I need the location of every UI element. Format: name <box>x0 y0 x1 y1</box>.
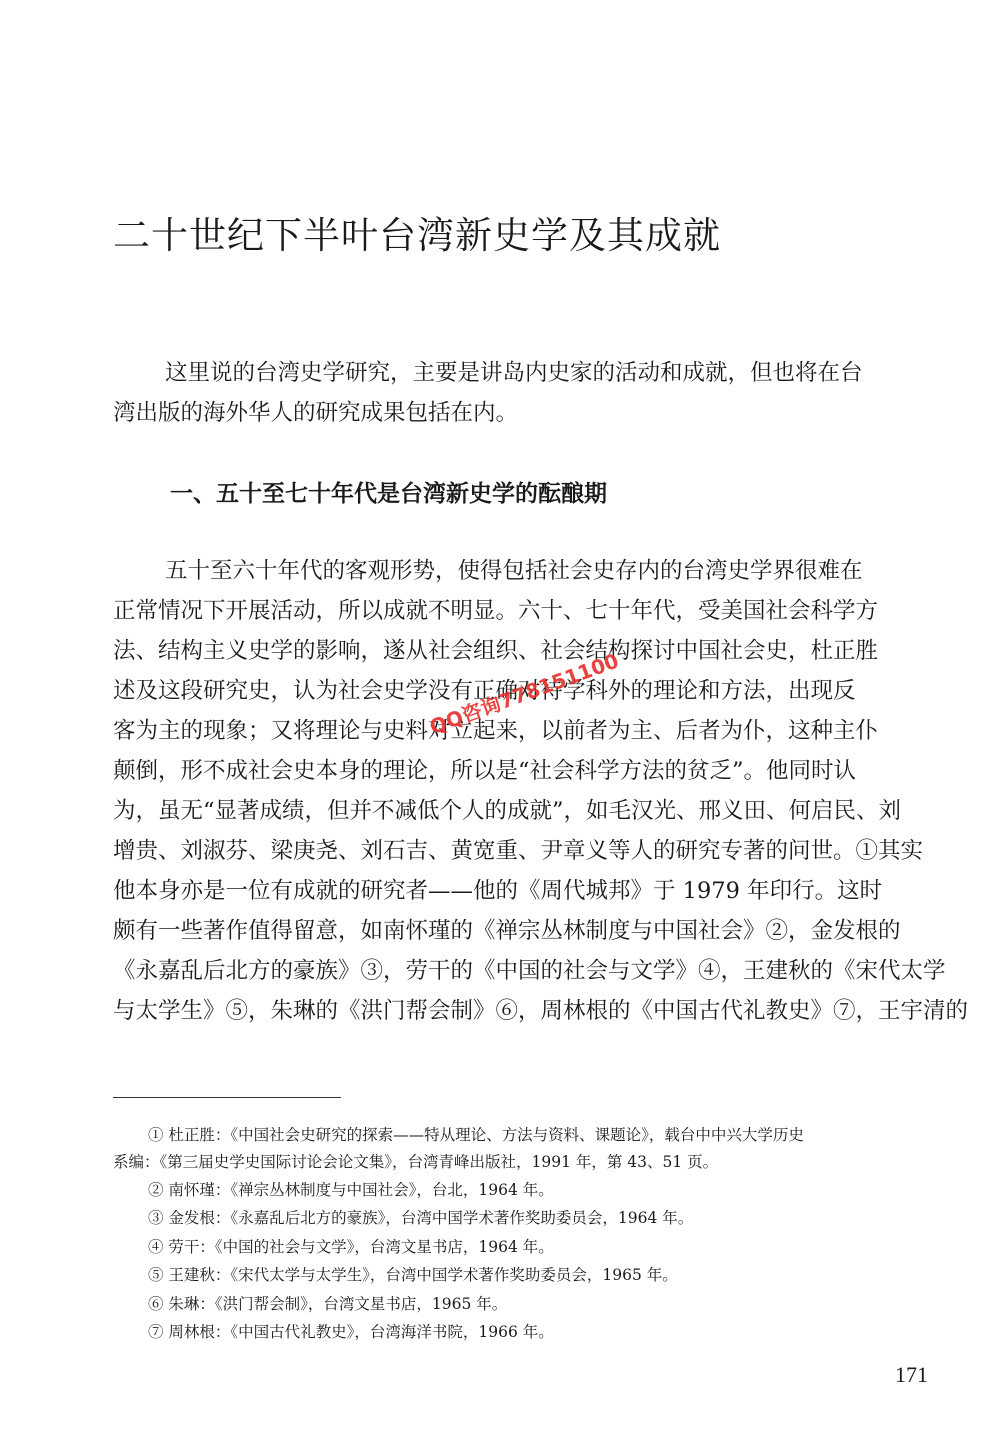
footnote-line: ③ 金发根：《永嘉乱后北方的豪族》，台湾中国学术著作奖助委员会，1964 年。 <box>148 1209 694 1227</box>
paragraph-line: 他本身亦是一位有成就的研究者——他的《周代城邦》于 1979 年印行。这时 <box>113 878 883 904</box>
paragraph-line: 正常情况下开展活动，所以成就不明显。六十、七十年代，受美国社会科学方 <box>113 598 879 624</box>
section-heading: 一、五十至七十年代是台湾新史学的酝酿期 <box>170 481 607 507</box>
paragraph-line: 为，虽无“显著成绩，但并不减低个人的成就”，如毛汉光、邢义田、何启民、刘 <box>113 798 902 824</box>
paragraph-line: 五十至六十年代的客观形势，使得包括社会史存内的台湾史学界很难在 <box>165 558 863 584</box>
footnote-line: 系编：《第三届史学史国际讨论会论文集》，台湾青峰出版社，1991 年，第 43、51 页。 <box>113 1153 719 1171</box>
intro-line: 这里说的台湾史学研究，主要是讲岛内史家的活动和成就，但也将在台 <box>165 360 863 386</box>
footnote-line: ⑦ 周林根：《中国古代礼教史》，台湾海洋书院，1966 年。 <box>148 1323 554 1341</box>
footnote-line: ④ 劳干：《中国的社会与文学》，台湾文星书店，1964 年。 <box>148 1238 554 1256</box>
article-title: 二十世纪下半叶台湾新史学及其成就 <box>113 214 721 257</box>
footnote-line: ⑤ 王建秋：《宋代太学与太学生》，台湾中国学术著作奖助委员会，1965 年。 <box>148 1266 678 1284</box>
paragraph-line: 颇有一些著作值得留意，如南怀瑾的《禅宗丛林制度与中国社会》②，金发根的 <box>113 918 901 944</box>
paragraph-line: 与太学生》⑤，朱琳的《洪门帮会制》⑥，周林根的《中国古代礼教史》⑦，王宇清的 <box>113 998 969 1024</box>
footnote-divider <box>113 1097 341 1098</box>
paragraph-line: 《永嘉乱后北方的豪族》③，劳干的《中国的社会与文学》④，王建秋的《宋代太学 <box>113 958 946 984</box>
paragraph-line: 法、结构主义史学的影响，遂从社会组织、社会结构探讨中国社会史，杜正胜 <box>113 638 879 664</box>
paragraph-line: 客为主的现象；又将理论与史料对立起来，以前者为主、后者为仆，这种主仆 <box>113 718 879 744</box>
paragraph-line: 增贵、刘淑芬、梁庚尧、刘石吉、黄宽重、尹章义等人的研究专著的问世。①其实 <box>113 838 924 864</box>
footnote-line: ⑥ 朱琳：《洪门帮会制》，台湾文星书店，1965 年。 <box>148 1295 508 1313</box>
paragraph-line: 述及这段研究史，认为社会史学没有正确对待学科外的理论和方法，出现反 <box>113 678 856 704</box>
footnote-line: ① 杜正胜：《中国社会史研究的探索——特从理论、方法与资料、课题论》，载台中中兴大学历史 <box>148 1126 804 1144</box>
paragraph-line: 颠倒，形不成社会史本身的理论，所以是“社会科学方法的贫乏”。他同时认 <box>113 758 857 784</box>
intro-line: 湾出版的海外华人的研究成果包括在内。 <box>113 400 519 426</box>
page-number: 171 <box>895 1362 928 1387</box>
footnote-line: ② 南怀瑾：《禅宗丛林制度与中国社会》，台北，1964 年。 <box>148 1181 554 1199</box>
watermark-text: QQ咨询778151100 <box>426 648 622 740</box>
